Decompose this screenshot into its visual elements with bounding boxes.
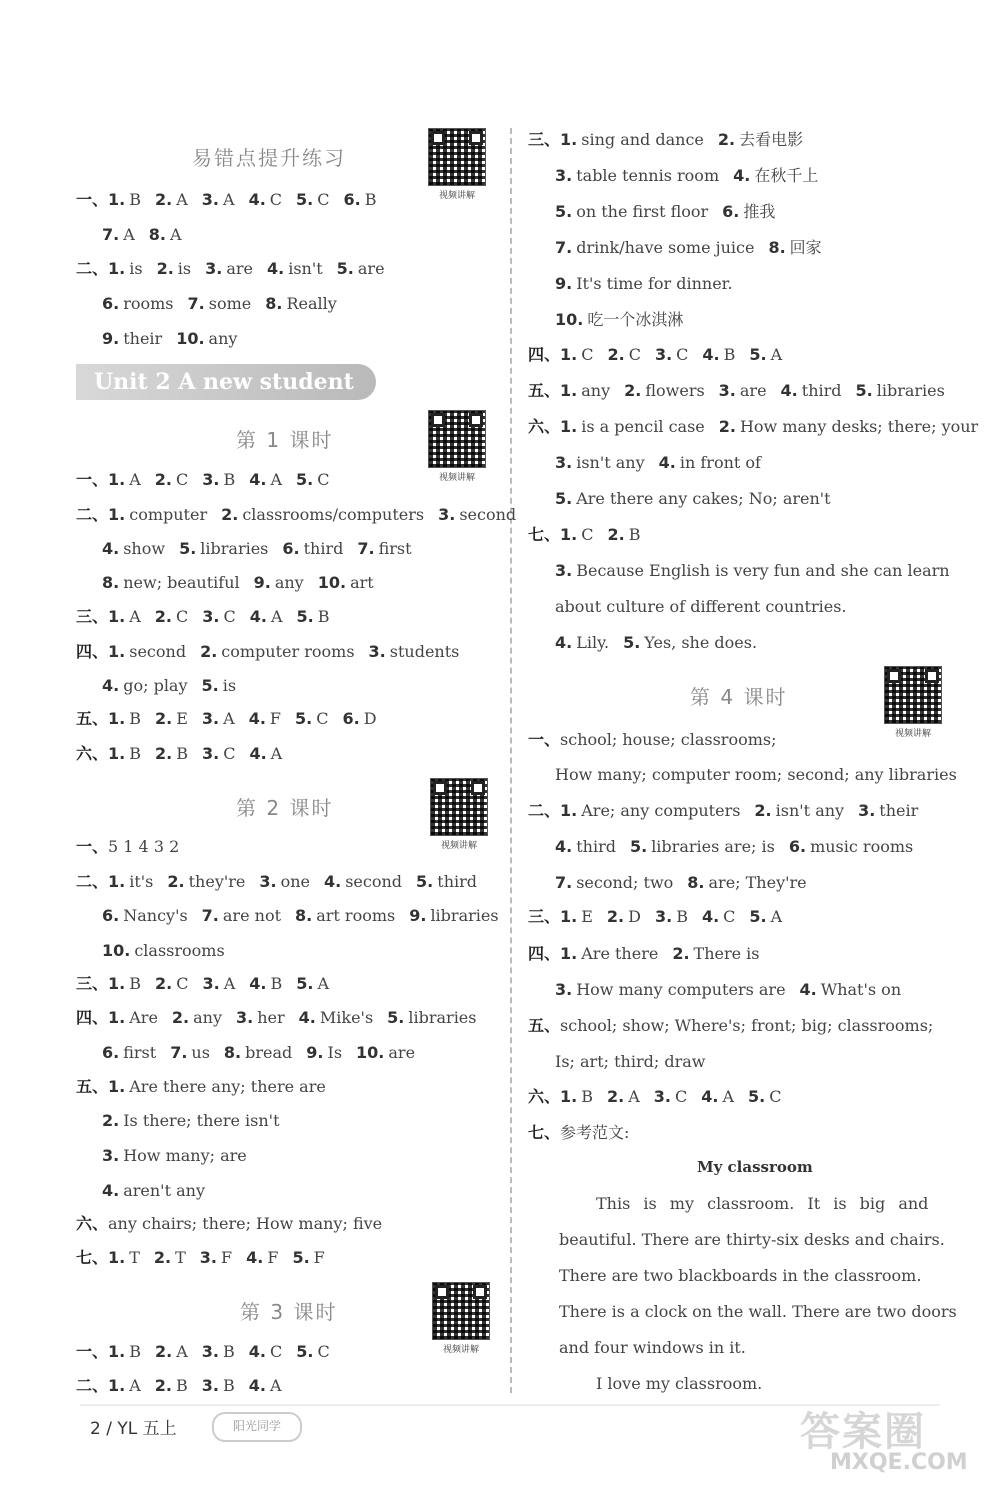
answer-item: 10. classrooms xyxy=(102,941,225,960)
answer-item: 1. A xyxy=(108,607,141,626)
answer-item: 3. their xyxy=(858,801,919,820)
answer-line xyxy=(76,258,385,280)
section-number: 三、 xyxy=(528,130,561,149)
answer-line xyxy=(555,632,757,654)
answer-item: 4. A xyxy=(249,607,283,626)
unit-banner: Unit 2 A new student xyxy=(76,364,376,400)
essay-line: This is my classroom. It is big and xyxy=(596,1194,929,1213)
answer-item: 4. F xyxy=(248,709,282,728)
answer-item: school; house; classrooms; xyxy=(560,730,777,749)
answer-line xyxy=(76,871,477,893)
answer-item: 4. go; play xyxy=(102,676,188,695)
answer-line xyxy=(76,708,377,730)
answer-line xyxy=(555,1051,705,1073)
answer-item: any chairs; there; How many; five xyxy=(108,1214,383,1233)
answer-item: 2. There is xyxy=(672,944,760,963)
answer-line xyxy=(76,641,459,663)
answer-line xyxy=(555,872,807,894)
section-number: 二、 xyxy=(76,505,109,524)
qr-label: 视频讲解 xyxy=(440,841,477,851)
section-number: 一、 xyxy=(76,470,109,489)
watermark xyxy=(790,1400,980,1480)
answer-item: 2. E xyxy=(155,709,188,728)
answer-item: 1. C xyxy=(560,345,594,364)
answer-item: 6. 推我 xyxy=(722,202,776,221)
answer-item: 4. A xyxy=(249,470,283,489)
answer-line xyxy=(555,237,822,259)
answer-item: 2. C xyxy=(607,345,641,364)
answer-item: 9. their xyxy=(102,329,163,348)
answer-line xyxy=(555,165,818,187)
answer-line xyxy=(102,1042,415,1064)
section-number: 六、 xyxy=(76,744,109,763)
answer-item: 5. C xyxy=(296,190,330,209)
answer-item: 4. A xyxy=(701,1087,735,1106)
answer-item: 3. isn't any xyxy=(555,453,645,472)
answer-item: 7. first xyxy=(357,539,412,558)
section-number: 四、 xyxy=(76,642,109,661)
answer-line xyxy=(555,488,831,510)
answer-line xyxy=(102,905,499,927)
answer-item: 7. us xyxy=(170,1043,210,1062)
answer-item: 1. sing and dance xyxy=(560,130,704,149)
answer-item: 2. T xyxy=(153,1248,186,1267)
section-number: 四、 xyxy=(528,345,561,364)
section-number: 六、 xyxy=(528,417,561,436)
answer-item: 5. F xyxy=(292,1248,325,1267)
answer-item: 4. third xyxy=(780,381,842,400)
answer-item: 2. B xyxy=(155,744,188,763)
section-number: 六、 xyxy=(76,1214,109,1233)
qr-code[interactable] xyxy=(430,778,488,851)
answer-line xyxy=(76,1213,382,1235)
answer-item: 4. Lily. xyxy=(555,633,610,652)
answer-item: 3. students xyxy=(368,642,460,661)
watermark-url: MXQE.COM xyxy=(830,1450,968,1475)
qr-label: 视频讲解 xyxy=(438,473,475,483)
answer-item: 1. any xyxy=(560,381,611,400)
answer-item: 2. C xyxy=(155,974,189,993)
answer-line xyxy=(102,572,374,594)
answer-item: 4. B xyxy=(702,345,736,364)
answer-item: 5. libraries xyxy=(387,1008,477,1027)
lesson-title-4: 第 4 课时 xyxy=(690,685,788,709)
answer-line xyxy=(102,224,182,246)
answer-item: 3. A xyxy=(202,974,236,993)
answer-item: 3. second xyxy=(438,505,517,524)
answer-item: 10. are xyxy=(356,1043,416,1062)
answer-item: 2. Is there; there isn't xyxy=(102,1111,280,1130)
qr-code[interactable] xyxy=(428,410,486,483)
section-number: 一、 xyxy=(76,190,109,209)
answer-item: school; show; Where's; front; big; classrooms; xyxy=(560,1016,934,1035)
answer-item: 1. T xyxy=(108,1248,140,1267)
answer-item: 5. C xyxy=(295,709,329,728)
answer-item: 8. are; They're xyxy=(687,873,807,892)
answer-item: 1. Are there any; there are xyxy=(108,1077,326,1096)
answer-item: 3. How many; are xyxy=(102,1146,247,1165)
answer-line xyxy=(76,469,330,491)
section-number: 五、 xyxy=(76,709,109,728)
answer-item: 3. C xyxy=(201,744,236,763)
qr-code-icon xyxy=(428,128,486,186)
answer-line xyxy=(528,943,760,965)
answer-item: 5. are xyxy=(336,259,385,278)
answer-item: 7. second; two xyxy=(555,873,674,892)
answer-item: 3. B xyxy=(201,1342,235,1361)
answer-item: 4. show xyxy=(102,539,166,558)
answer-item: 3. C xyxy=(654,345,689,364)
answer-item: 5. on the first floor xyxy=(555,202,709,221)
answer-item: 4. in front of xyxy=(658,453,761,472)
column-divider xyxy=(510,128,512,1393)
answer-item: 2. C xyxy=(154,607,189,626)
section-number: 五、 xyxy=(528,1016,561,1035)
answer-line xyxy=(76,606,330,628)
answer-item: 7. drink/have some juice xyxy=(555,238,755,257)
answer-item: 2. D xyxy=(606,907,641,926)
section-number: 二、 xyxy=(528,801,561,820)
answer-item: 3. B xyxy=(654,907,688,926)
answer-item: 1. Are; any computers xyxy=(560,801,741,820)
answer-line xyxy=(555,309,683,331)
answer-line xyxy=(528,129,803,151)
answer-item: 8. bread xyxy=(223,1043,293,1062)
qr-label: 视频讲解 xyxy=(438,191,475,201)
lesson-title-1: 第 1 课时 xyxy=(236,428,334,452)
answer-item: 2. C xyxy=(154,470,189,489)
answer-item: 2. computer rooms xyxy=(200,642,355,661)
brand-logo: 阳光同学 xyxy=(212,1412,302,1442)
answer-item: 3. B xyxy=(202,470,236,489)
answer-item: 6. music rooms xyxy=(788,837,914,856)
answer-item: 1. it's xyxy=(108,872,154,891)
answer-line xyxy=(555,979,901,1001)
answer-item: 1. computer xyxy=(108,505,208,524)
answer-item: 5. C xyxy=(296,470,330,489)
answer-item: 1. Are there xyxy=(560,944,659,963)
answer-line xyxy=(102,328,237,350)
section-number: 一、 xyxy=(76,1342,109,1361)
answer-line xyxy=(528,906,782,928)
answer-line xyxy=(76,1247,325,1269)
qr-code-icon xyxy=(432,1282,490,1340)
answer-item: 2. is xyxy=(156,259,192,278)
answer-item: 5. C xyxy=(296,1342,330,1361)
answer-item: 10. any xyxy=(176,329,238,348)
section-number: 四、 xyxy=(528,944,561,963)
answer-item: 6. rooms xyxy=(102,294,174,313)
qr-code-icon xyxy=(430,778,488,836)
answer-item: 4. What's on xyxy=(799,980,902,999)
section-number: 七、 xyxy=(76,1248,109,1267)
answer-item: 5. C xyxy=(748,1087,782,1106)
answer-item: 7. some xyxy=(187,294,252,313)
answer-item: 3. A xyxy=(201,190,235,209)
answer-line xyxy=(76,504,516,526)
answer-item: 8. 回家 xyxy=(768,238,822,257)
answer-item: 5. libraries xyxy=(855,381,945,400)
answer-line xyxy=(555,452,761,474)
answer-item: Is; art; third; draw xyxy=(555,1052,706,1071)
essay-line: There is a clock on the wall. There are two doors xyxy=(559,1302,957,1321)
answer-item: 2. any xyxy=(171,1008,223,1027)
answer-line xyxy=(528,344,782,366)
qr-code-icon xyxy=(428,410,486,468)
answer-item: 3. table tennis room xyxy=(555,166,720,185)
section-number: 三、 xyxy=(76,974,109,993)
answer-item: 9. libraries xyxy=(409,906,499,925)
answer-line xyxy=(102,1145,247,1167)
answer-item: 4. C xyxy=(248,1342,283,1361)
answer-item: 10. art xyxy=(317,573,374,592)
answer-item: 3. are xyxy=(718,381,767,400)
answer-line xyxy=(555,273,733,295)
answer-item: 2. classrooms/computers xyxy=(221,505,425,524)
answer-item: 3. F xyxy=(199,1248,233,1267)
answer-item: 1. B xyxy=(108,190,141,209)
answer-item: 3. one xyxy=(259,872,310,891)
answer-item: 5. is xyxy=(201,676,237,695)
section-number: 六、 xyxy=(528,1087,561,1106)
answer-line xyxy=(102,538,412,560)
answer-item: 6. first xyxy=(102,1043,157,1062)
answer-item: 4. C xyxy=(248,190,283,209)
qr-code[interactable] xyxy=(884,666,942,739)
lesson-title-3: 第 3 课时 xyxy=(240,1300,338,1324)
answer-item: 1. is xyxy=(108,259,143,278)
answer-item: 1. second xyxy=(108,642,187,661)
section-number: 三、 xyxy=(528,907,561,926)
answer-line xyxy=(102,940,225,962)
answer-item: 4. A xyxy=(249,744,283,763)
answer-item: 2. B xyxy=(154,1376,188,1395)
answer-item: 5. third xyxy=(416,872,478,891)
answer-line xyxy=(555,596,847,618)
answer-item: 3. her xyxy=(236,1008,285,1027)
answer-item: 1. A xyxy=(108,1376,141,1395)
answer-item: 4. isn't xyxy=(266,259,323,278)
answer-line xyxy=(555,201,775,223)
answer-item: 4. 在秋千上 xyxy=(733,166,819,185)
answer-item: 9. Is xyxy=(306,1043,343,1062)
answer-item: 8. A xyxy=(148,225,182,244)
answer-line xyxy=(76,1341,330,1363)
essay-line: There are two blackboards in the classroom. xyxy=(559,1266,922,1285)
answer-item: 1. Are xyxy=(108,1008,158,1027)
answer-item: 4. aren't any xyxy=(102,1181,205,1200)
answer-line xyxy=(528,729,776,751)
section-number: 二、 xyxy=(76,872,109,891)
essay-line: beautiful. There are thirty-six desks and chairs. xyxy=(559,1230,945,1249)
qr-code[interactable] xyxy=(428,128,486,201)
answer-item: 1. B xyxy=(108,1342,141,1361)
answer-item: about culture of different countries. xyxy=(555,597,847,616)
qr-code-icon xyxy=(884,666,942,724)
answer-item: 2. isn't any xyxy=(754,801,845,820)
answer-item: 10. 吃一个冰淇淋 xyxy=(555,310,684,329)
answer-item: 4. second xyxy=(324,872,403,891)
essay-title: My classroom xyxy=(697,1158,813,1176)
answer-line xyxy=(528,524,640,546)
answer-line xyxy=(528,1086,782,1108)
qr-code[interactable] xyxy=(432,1282,490,1355)
section-number: 一、 xyxy=(528,730,561,749)
answer-item: 2. 去看电影 xyxy=(717,130,804,149)
answer-line xyxy=(528,380,945,402)
answer-item: 7. A xyxy=(102,225,135,244)
answer-item: 7. are not xyxy=(201,906,281,925)
answer-line xyxy=(528,416,978,438)
answer-item: 6. B xyxy=(343,190,377,209)
section-title-error-practice: 易错点提升练习 xyxy=(192,146,346,170)
section-number: 二、 xyxy=(76,1376,109,1395)
answer-line xyxy=(76,189,376,211)
answer-item: 1. C xyxy=(560,525,594,544)
answer-item: 3. Because English is very fun and she can learn xyxy=(555,561,950,580)
answer-item: 5. libraries xyxy=(179,539,269,558)
section-number: 三、 xyxy=(76,607,109,626)
answer-item: 5. B xyxy=(296,607,330,626)
answer-item: 1. is a pencil case xyxy=(560,417,705,436)
answer-item: How many; computer room; second; any libraries xyxy=(555,765,957,784)
answer-line xyxy=(528,1015,933,1037)
answer-line xyxy=(528,1122,629,1144)
answer-item: 8. art rooms xyxy=(295,906,396,925)
answer-item: 5. libraries are; is xyxy=(629,837,775,856)
answer-item: 2. A xyxy=(155,190,188,209)
answer-line xyxy=(102,1180,205,1202)
qr-label: 视频讲解 xyxy=(894,729,931,739)
section-number: 七、 xyxy=(528,525,561,544)
answer-line xyxy=(76,973,329,995)
answer-item: 1. B xyxy=(108,709,141,728)
answer-line xyxy=(76,1375,282,1397)
answer-item: 1. B xyxy=(108,974,141,993)
answer-item: 1. E xyxy=(560,907,593,926)
answer-item: 1. B xyxy=(108,744,141,763)
lesson-title-2: 第 2 课时 xyxy=(236,796,334,820)
answer-item: 参考范文: xyxy=(560,1123,630,1142)
answer-line xyxy=(555,560,950,582)
answer-item: 4. C xyxy=(701,907,736,926)
answer-line xyxy=(76,1007,476,1029)
answer-line xyxy=(102,1110,280,1132)
section-number: 一、 xyxy=(76,837,109,856)
section-number: 四、 xyxy=(76,1008,109,1027)
essay-line: I love my classroom. xyxy=(596,1374,763,1393)
answer-line xyxy=(528,800,918,822)
answer-item: 5. Are there any cakes; No; aren't xyxy=(555,489,831,508)
watermark-text: 答案圈 xyxy=(800,1409,926,1455)
answer-line xyxy=(102,675,236,697)
answer-item: 3. are xyxy=(205,259,253,278)
answer-item: 1. B xyxy=(560,1087,593,1106)
section-number: 七、 xyxy=(528,1123,561,1142)
answer-item: 2. B xyxy=(607,525,641,544)
answer-line xyxy=(76,836,179,858)
answer-item: 6. D xyxy=(342,709,377,728)
answer-item: 5. Yes, she does. xyxy=(623,633,758,652)
answer-item: 3. C xyxy=(202,607,236,626)
answer-item: 3. How many computers are xyxy=(555,980,786,999)
answer-item: 5. A xyxy=(749,907,783,926)
answer-item: 3. A xyxy=(201,709,235,728)
answer-item: 5 1 4 3 2 xyxy=(108,837,180,856)
answer-item: 5. A xyxy=(749,345,783,364)
answer-item: 9. any xyxy=(253,573,304,592)
section-number: 二、 xyxy=(76,259,109,278)
answer-line xyxy=(76,743,282,765)
qr-label: 视频讲解 xyxy=(442,1345,479,1355)
answer-item: 5. A xyxy=(296,974,330,993)
answer-line xyxy=(555,764,957,786)
answer-item: 8. new; beautiful xyxy=(102,573,240,592)
answer-item: 4. F xyxy=(246,1248,279,1267)
answer-line xyxy=(555,836,913,858)
section-number: 五、 xyxy=(528,381,561,400)
answer-item: 3. B xyxy=(201,1376,235,1395)
answer-item: 6. third xyxy=(282,539,344,558)
answer-item: 1. A xyxy=(108,470,141,489)
answer-item: 8. Really xyxy=(265,294,337,313)
answer-item: 6. Nancy's xyxy=(102,906,188,925)
answer-item: 4. B xyxy=(249,974,283,993)
answer-item: 2. flowers xyxy=(624,381,705,400)
answer-item: 3. C xyxy=(653,1087,688,1106)
section-number: 五、 xyxy=(76,1077,109,1096)
answer-item: 4. third xyxy=(555,837,616,856)
essay-line: and four windows in it. xyxy=(559,1338,746,1357)
answer-item: 2. A xyxy=(607,1087,640,1106)
answer-line xyxy=(76,1076,326,1098)
answer-item: 9. It's time for dinner. xyxy=(555,274,733,293)
answer-item: 4. A xyxy=(248,1376,282,1395)
answer-item: 2. A xyxy=(155,1342,188,1361)
answer-line xyxy=(102,293,337,315)
answer-item: 2. they're xyxy=(167,872,246,891)
answer-item: 2. How many desks; there; your xyxy=(718,417,979,436)
page-number: 2 / YL 五上 xyxy=(90,1419,177,1439)
answer-item: 4. Mike's xyxy=(298,1008,374,1027)
